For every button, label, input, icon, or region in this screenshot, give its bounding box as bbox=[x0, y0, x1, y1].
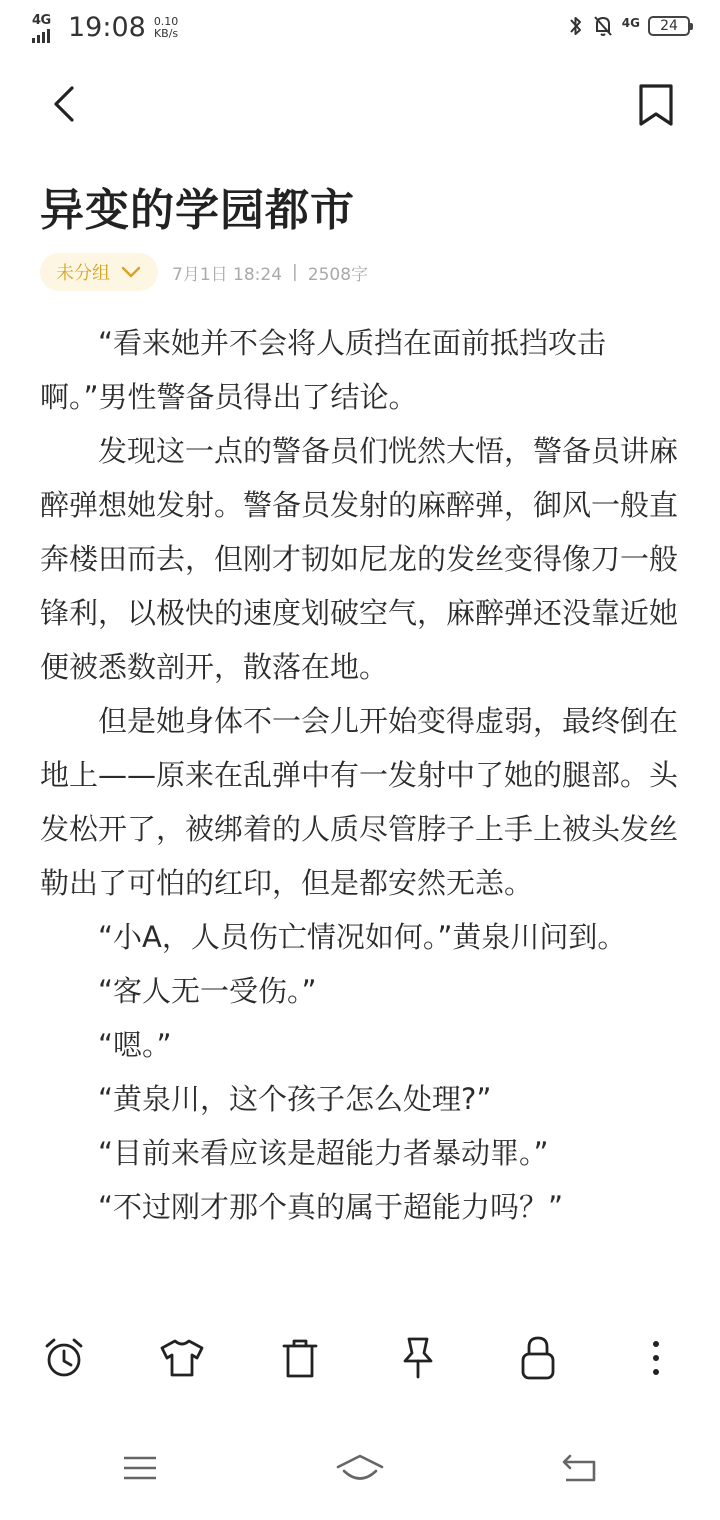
note-title[interactable]: 异变的学园都市 bbox=[40, 185, 355, 236]
back-button[interactable] bbox=[42, 80, 90, 128]
paragraph: 发现这一点的警备员们恍然大悟，警备员讲麻醉弹想她发射。警备员发射的麻醉弹，御风一般直奔楼田而去，但刚才韧如尼龙的发丝变得像刀一般锋利，以极快的速度划破空气，麻醉弹还没靠近她便被悉数剖开，散落在地。 bbox=[40, 434, 679, 684]
system-nav-bar bbox=[0, 1414, 720, 1520]
skin-button[interactable] bbox=[158, 1332, 206, 1384]
menu-icon bbox=[122, 1454, 158, 1482]
reminder-button[interactable] bbox=[40, 1332, 88, 1384]
network-speed-value: 0.10 bbox=[153, 14, 179, 28]
chevron-left-icon bbox=[42, 80, 90, 128]
alarm-clock-icon bbox=[42, 1336, 86, 1380]
lock-icon bbox=[518, 1334, 558, 1382]
network-speed bbox=[154, 16, 179, 40]
pin-icon bbox=[398, 1335, 438, 1381]
paragraph: “客人无一受伤。” bbox=[40, 974, 317, 1008]
shirt-icon bbox=[159, 1337, 205, 1379]
chevron-down-icon bbox=[120, 265, 142, 279]
network-type-label: 4G bbox=[621, 16, 640, 30]
more-button[interactable] bbox=[632, 1332, 680, 1384]
cellular-signal-icon bbox=[32, 13, 56, 43]
bookmark-icon bbox=[632, 80, 680, 132]
paragraph: “目前来看应该是超能力者暴动罪。” bbox=[40, 1136, 549, 1170]
more-vertical-icon bbox=[646, 1338, 666, 1378]
mute-bell-icon bbox=[592, 14, 614, 38]
nav-back-button[interactable] bbox=[552, 1448, 608, 1488]
paragraph: “不过刚才那个真的属于超能力吗？” bbox=[40, 1190, 564, 1224]
note-meta-text bbox=[172, 260, 368, 285]
nav-home-button[interactable] bbox=[332, 1448, 388, 1488]
paragraph: “小A，人员伤亡情况如何。”黄泉川问到。 bbox=[40, 920, 627, 954]
note-date: 7月1日 18:24 bbox=[172, 264, 283, 285]
status-right bbox=[568, 14, 690, 38]
paragraph: “看来她并不会将人质挡在面前抵挡攻击啊。”男性警备员得出了结论。 bbox=[40, 326, 607, 414]
meta-separator: | bbox=[292, 262, 298, 282]
network-speed-unit: KB/s bbox=[153, 26, 179, 40]
note-body[interactable] bbox=[40, 316, 682, 1306]
word-count: 2508字 bbox=[307, 264, 369, 285]
status-time: 19:08 bbox=[68, 12, 146, 43]
battery-level: 24 bbox=[660, 18, 678, 34]
pin-button[interactable] bbox=[394, 1332, 442, 1384]
paragraph: “嗯。” bbox=[40, 1028, 172, 1062]
status-left bbox=[32, 12, 178, 43]
group-selector[interactable] bbox=[40, 253, 158, 291]
bluetooth-icon bbox=[568, 14, 584, 38]
battery-icon bbox=[648, 16, 690, 36]
bookmark-button[interactable] bbox=[632, 80, 680, 132]
home-icon bbox=[335, 1452, 385, 1484]
group-label: 未分组 bbox=[56, 263, 110, 284]
trash-icon bbox=[280, 1336, 320, 1380]
paragraph: 但是她身体不一会儿开始变得虚弱，最终倒在地上——原来在乱弹中有一发射中了她的腿部。头发松开了，被绑着的人质尽管脖子上手上被头发丝勒出了可怕的红印，但是都安然无恙。 bbox=[40, 704, 679, 900]
lock-button[interactable] bbox=[514, 1332, 562, 1384]
back-icon bbox=[560, 1452, 600, 1484]
bottom-toolbar bbox=[0, 1306, 720, 1414]
note-meta bbox=[40, 253, 368, 291]
signal-network-label: 4G bbox=[32, 12, 51, 28]
delete-button[interactable] bbox=[276, 1332, 324, 1384]
paragraph: “黄泉川，这个孩子怎么处理?” bbox=[40, 1082, 492, 1116]
status-bar bbox=[0, 0, 720, 58]
nav-menu-button[interactable] bbox=[112, 1448, 168, 1488]
